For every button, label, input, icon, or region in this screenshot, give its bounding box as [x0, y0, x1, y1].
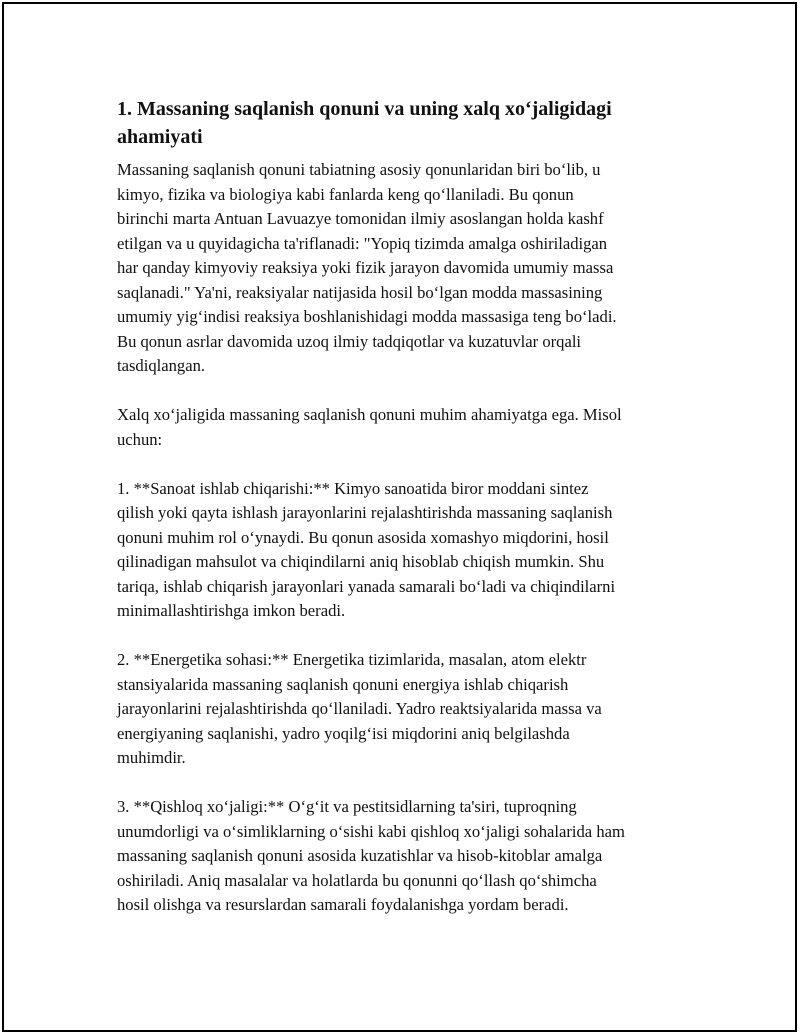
- document-body: [117, 95, 687, 942]
- list-item-agriculture: 3. **Qishloq xo‘jaligi:** O‘g‘it va pestitsidlarning ta'siri, tuproqning unumdorligi va o‘simliklarning o‘sishi kabi qishloq xo‘jaligi sohalarida ham massaning saqlanish qonuni asosida kuzatishlar va hisob-kitoblar amalga oshiriladi. Aniq masalalar va holatlarda bu qonunni qo‘llash qo‘shimcha hosil olishga va resurslardan samarali foydalanishga yordam beradi.: [117, 797, 625, 914]
- list-item-energy: 2. **Energetika sohasi:** Energetika tizimlarida, masalan, atom elektr stansiyalarida massaning saqlanish qonuni energiya ishlab chiqarish jarayonlarini rejalashtirishda qo‘llaniladi. Yadro reaktsiyalarida massa va energiyaning saqlanishi, yadro yoqilg‘isi miqdorini aniq belgilashda muhimdir.: [117, 650, 602, 767]
- intro-paragraph: Massaning saqlanish qonuni tabiatning asosiy qonunlaridan biri bo‘lib, u kimyo, fizika va biologiya kabi fanlarda keng qo‘llaniladi. Bu qonun birinchi marta Antuan Lavuazye tomonidan ilmiy asoslangan holda kashf etilgan va u quyidagicha ta'riflanadi: "Yopiq tizimda amalga oshiriladigan har qanday kimyoviy reaksiya yoki fizik jarayon davomida umumiy massa saqlanadi." Ya'ni, reaksiyalar natijasida hosil bo‘lgan modda massasining umumiy yig‘indisi reaksiya boshlanishidagi modda massasiga teng bo‘ladi. Bu qonun asrlar davomida uzoq ilmiy tadqiqotlar va kuzatuvlar orqali tasdiqlangan.: [117, 160, 617, 375]
- list-item-industry: 1. **Sanoat ishlab chiqarishi:** Kimyo sanoatida biror moddani sintez qilish yoki qayta ishlash jarayonlarini rejalashtirishda massaning saqlanish qonuni muhim rol o‘ynaydi. Bu qonun asosida xomashyo miqdorini, hosil qilinadigan mahsulot va chiqindilarni aniq hisoblab chiqish mumkin. Shu tariqa, ishlab chiqarish jarayonlari yanada samarali bo‘ladi va chiqindilarni minimallashtirishga imkon beradi.: [117, 478, 616, 620]
- economy-paragraph: Xalq xo‘jaligida massaning saqlanish qonuni muhim ahamiyatga ega. Misol uchun:: [117, 405, 622, 449]
- document-heading: 1. Massaning saqlanish qonuni va uning xalq xo‘jaligidagi ahamiyati: [117, 98, 612, 148]
